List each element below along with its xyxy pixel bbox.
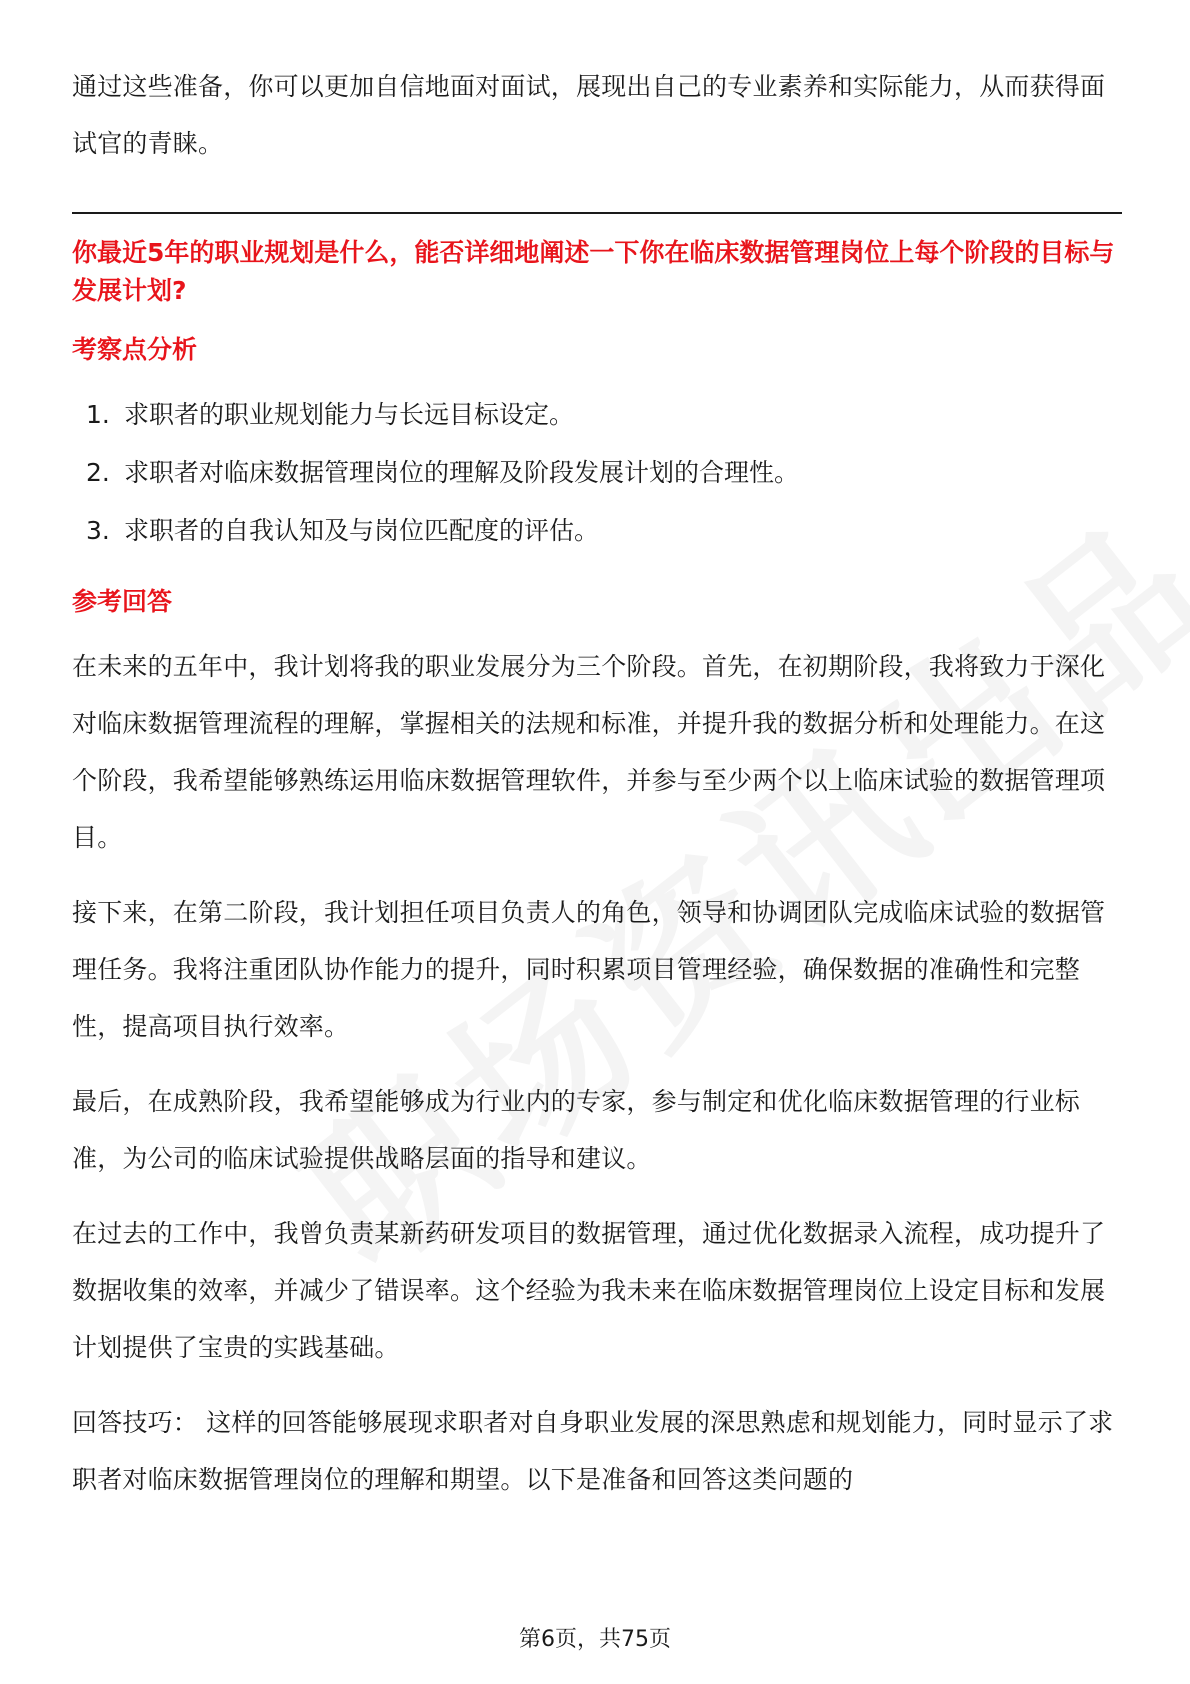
answer-tips-paragraph: 回答技巧： 这样的回答能够展现求职者对自身职业发展的深思熟虑和规划能力，同时显示了求职者对临床数据管理岗位的理解和期望。以下是准备和回答这类问题的 <box>72 1408 1114 1494</box>
analysis-title: 考察点分析 <box>72 335 198 364</box>
list-item-text: 求职者对临床数据管理岗位的理解及阶段发展计划的合理性。 <box>124 458 800 487</box>
page-content <box>72 58 1122 1508</box>
list-item <box>72 386 1122 444</box>
answer-paragraph: 在过去的工作中，我曾负责某新药研发项目的数据管理，通过优化数据录入流程，成功提升了数据收集的效率，并减少了错误率。这个经验为我未来在临床数据管理岗位上设定目标和发展计划提供了宝贵的实践基础。 <box>72 1219 1106 1362</box>
intro-paragraph: 通过这些准备，你可以更加自信地面对面试，展现出自己的专业素养和实际能力，从而获得面试官的青睐。 <box>72 72 1106 158</box>
page-number: 第6页，共75页 <box>519 1627 671 1652</box>
list-item <box>72 444 1122 502</box>
answer-title: 参考回答 <box>72 587 173 616</box>
answer-paragraph: 接下来，在第二阶段，我计划担任项目负责人的角色，领导和协调团队完成临床试验的数据管理任务。我将注重团队协作能力的提升，同时积累项目管理经验，确保数据的准确性和完整性，提高项目执行效率。 <box>72 898 1106 1041</box>
list-item-text: 求职者的自我认知及与岗位匹配度的评估。 <box>124 516 600 545</box>
list-item-number: 1. <box>86 400 110 429</box>
list-item-number: 3. <box>86 516 110 545</box>
answer-paragraph: 最后，在成熟阶段，我希望能够成为行业内的专家，参与制定和优化临床数据管理的行业标准，为公司的临床试验提供战略层面的指导和建议。 <box>72 1087 1081 1173</box>
question-heading: 你最近5年的职业规划是什么，能否详细地阐述一下你在临床数据管理岗位上每个阶段的目标与发展计划? <box>72 238 1115 305</box>
list-item <box>72 502 1122 560</box>
answer-paragraph: 在未来的五年中，我计划将我的职业发展分为三个阶段。首先，在初期阶段，我将致力于深化对临床数据管理流程的理解，掌握相关的法规和标准，并提升我的数据分析和处理能力。在这个阶段，我希望能够熟练运用临床数据管理软件，并参与至少两个以上临床试验的数据管理项目。 <box>72 652 1106 852</box>
list-item-text: 求职者的职业规划能力与长远目标设定。 <box>124 400 575 429</box>
analysis-list <box>72 386 1122 560</box>
list-item-number: 2. <box>86 458 110 487</box>
section-divider <box>72 212 1122 214</box>
